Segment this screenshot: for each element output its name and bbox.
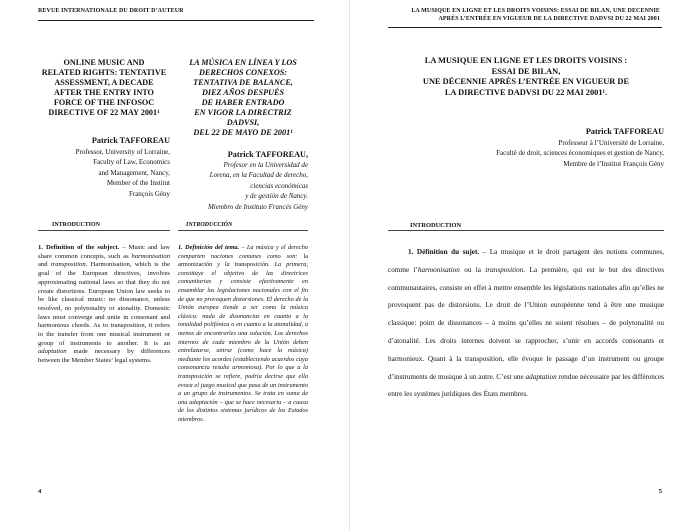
title-line: FORCE OF THE INFOSOC <box>53 98 155 107</box>
paragraph-text: – Music and law share common concepts, such as <box>38 244 170 260</box>
english-intro-heading: INTRODUCTION <box>52 222 101 228</box>
spanish-affiliation <box>178 160 308 212</box>
title-line: DIRECTIVE OF 22 MAY 2001¹ <box>48 108 160 117</box>
affiliation-line: Lorena, en la Facultad de derecho, <box>209 171 308 180</box>
title-line: AFTER THE ENTRY INTO <box>54 88 154 97</box>
paragraph-text: – La musique et le droit partagent des notions communes, comme l’ <box>388 248 665 274</box>
intro-rule-english <box>38 230 170 231</box>
title-line: DERECHOS CONEXOS: <box>198 68 288 77</box>
affiliation-line: François Gény <box>128 189 170 198</box>
header-rule-left <box>38 20 314 21</box>
paragraph-emphasis: harmonisation <box>131 252 170 260</box>
paragraph-emphasis: harmonisation <box>417 265 460 274</box>
title-line: LA MÚSICA EN LÍNEA Y LOS <box>189 58 297 67</box>
affiliation-line: Profesor en la Universidad de <box>223 161 308 169</box>
running-head-line: LA MUSIQUE EN LIGNE ET LES DROITS VOISINS: ESSAI DE BILAN, UNE DECENNIE <box>411 8 660 14</box>
affiliation-line: Faculty of Law, Economics <box>93 158 170 167</box>
affiliation-line: Faculté de droit, sciences économiques et gestion de Nancy, <box>496 149 664 158</box>
paragraph-text: rendue nécessaire par les différences entre les systèmes juridiques des États membres. <box>388 372 664 399</box>
french-affiliation <box>388 138 664 169</box>
title-line: LA MUSIQUE EN LIGNE ET LES DROITS VOISINS : <box>424 56 628 65</box>
spanish-title <box>178 58 308 138</box>
french-title <box>388 56 664 98</box>
running-head-left: REVUE INTERNATIONALE DU DROIT D’AUTEUR <box>38 8 184 14</box>
affiliation-line: and Management, Nancy, <box>98 168 170 177</box>
paragraph-lead: 1. Définition du sujet. <box>408 248 480 256</box>
spanish-paragraph <box>178 244 308 424</box>
affiliation-line: Member of the Institut <box>106 179 170 188</box>
english-author: Patrick TAFFOREAU <box>91 136 170 145</box>
paragraph-text: – La música y el derecho comparten nociones comunes como son: <box>178 244 308 260</box>
paragraph-text: made necessary by differences between the Member States’ legal systems. <box>38 348 170 365</box>
paragraph-text: . Harmonisation, which is the goal of the European directives, involves approximating national laws so that they do not create distortions. European Union law seeks to be like classical music: no dissonance, unless resolved, no polytonality or atonality. Domestic laws must converge and unite in consonant and harmonious chords. As to transposition, it refers to the transfer from one musical instrument or group of instruments to another. It is an <box>38 261 170 347</box>
french-author: Patrick TAFFOREAU <box>585 127 664 136</box>
page-number-right: 5 <box>658 488 662 495</box>
paragraph-text: . La première, qui est le but des directives communautaires, consiste en effet à mettre ensemble les législations nationales afin qu’elles ne provoquent pas de distorsions. Le droit de l’Union européenne tend à être une musique classique: point de dissonances – à moins qu’elles ne soient résolues – de polytonalité ou d’atonalité. Les droits internes doivent se rapprocher, s’unir en accords consonants et harmonieux. Quant à la transposition, elle évoque le passage d’un instrument ou groupe d’instruments de musique à un autre. C’est une <box>388 265 665 381</box>
paragraph-emphasis: transposition <box>50 261 86 269</box>
affiliation-line: ciencias económicas <box>250 181 308 190</box>
french-intro-heading: INTRODUCTION <box>410 222 462 229</box>
affiliation-line: Membre de l’Institut François Gény <box>563 159 664 168</box>
paragraph-lead: 1. Definition of the subject. <box>38 244 120 251</box>
title-line: ONLINE MUSIC AND <box>63 58 145 67</box>
running-head-right <box>411 7 660 23</box>
title-line: UNE DÉCENNIE APRÈS L’ENTRÉE EN VIGUEUR DE <box>422 77 630 86</box>
header-rule-right <box>388 27 662 28</box>
intro-rule-spanish <box>178 230 308 231</box>
title-line: DADVSI, <box>226 118 260 127</box>
english-paragraph <box>38 244 170 366</box>
affiliation-line: Professeur à l’Université de Lorraine, <box>558 139 664 147</box>
affiliation-line: Miembro de Instituto Francés Gény <box>207 202 308 211</box>
paragraph-emphasis: transposition <box>485 265 524 274</box>
paragraph-emphasis: adaptation <box>38 348 67 356</box>
intro-rule-french <box>388 230 664 231</box>
paragraph-emphasis: la armonización <box>178 252 308 269</box>
paragraph-text: y la <box>212 261 235 269</box>
title-line: ASSESSMENT, A DECADE <box>54 78 154 87</box>
paragraph-emphasis: adaptation <box>525 372 557 381</box>
right-page <box>350 0 700 530</box>
title-line: TENTATIVA DE BALANCE, <box>193 78 293 87</box>
paragraph-text: . La primera, constituye el objetivo de las directrices comunitarias y consiste efectivamente en ensamblar las legislaciones nacionales con el fin de que no provoquen distorsiones. El derecho de la Unión europea tiende a ser como la música clásica: nada de disonancias en cuanto a la tonalidad polifónica o en cuanto a la atonalidad, a menos de encontrarles una solución. Los derechos internos de cada miembro de la Unión deben entrelazarse, unirse (como hace la música) mediante los acordes (estableciendo acuerdos cuya consonancia resulte armoniosa). Por lo que a la transposición se refiere, podría decirse que ella evoca el juego musical que pasa de un instrumento a un grupo de instrumentos. Se trata en suma de una adaptación – que se hace necesaria – a causa de los distintos sistemas jurídicos de los Estados miembros. <box>178 261 308 423</box>
title-line: ESSAI DE BILAN, <box>491 66 561 76</box>
paragraph-lead: 1. Definición del tema. <box>178 244 240 251</box>
paragraph-text: and <box>38 261 51 269</box>
title-line: DIEZ AÑOS DESPUÉS <box>201 88 285 97</box>
french-paragraph <box>388 244 664 404</box>
paragraph-emphasis: transposición <box>234 261 269 269</box>
english-affiliation <box>38 147 170 199</box>
title-line: EN VIGOR LA DIRECTRIZ <box>194 108 292 117</box>
affiliation-line: Professor, University of Lorraine, <box>75 148 170 156</box>
title-line: RELATED RIGHTS: TENTATIVE <box>41 68 167 77</box>
page-number-left: 4 <box>38 488 42 495</box>
title-line: DEL 22 DE MAYO DE 2001¹ <box>193 128 293 137</box>
spanish-intro-heading: INTRODUCCIÓN <box>186 222 233 228</box>
affiliation-line: y de gestión de Nancy. <box>245 192 308 201</box>
title-line: LA DIRECTIVE DADVSI DU 22 MAI 2001¹. <box>444 87 608 97</box>
title-line: DE HABER ENTRADO <box>201 98 285 107</box>
paragraph-text: ou la <box>459 265 486 274</box>
english-title <box>38 58 170 118</box>
running-head-line: APRÈS L’ENTRÉE EN VIGUEUR DE LA DIRECTIVE DADVSI DU 22 MAI 2001 <box>438 16 660 22</box>
spanish-author: Patrick TAFFOREAU, <box>227 150 308 159</box>
